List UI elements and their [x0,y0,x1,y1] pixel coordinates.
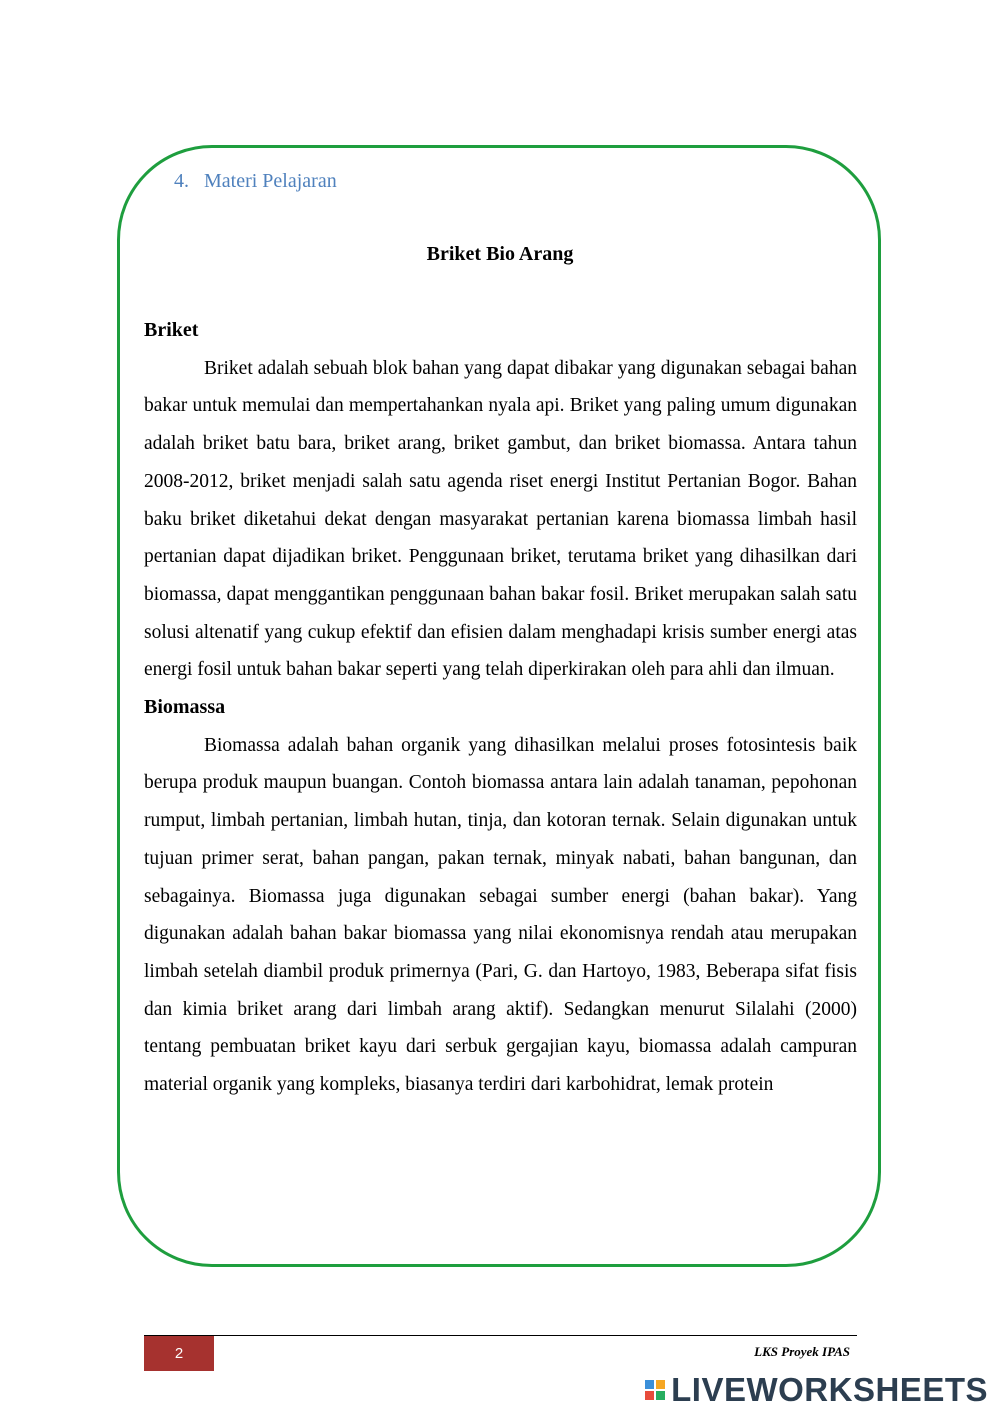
liveworksheets-logo-icon [645,1380,665,1400]
footer-label: LKS Proyek IPAS [754,1344,850,1359]
heading-biomassa: Biomassa [144,696,226,719]
logo-square [645,1380,654,1389]
brand-name: LIVEWORKSHEETS [671,1371,988,1408]
page-number: 2 [144,1336,214,1371]
paragraph-biomassa: Biomassa adalah bahan organik yang dihasilkan melalui proses fotosintesis baik berupa produk maupun buangan. Contoh biomassa antara lain adalah tanaman, pepohonan rumput, limbah pertanian, limbah hutan, tinja, dan kotoran ternak. Selain digunakan untuk tujuan primer serat, bahan pangan, pakan ternak, minyak nabati, bahan bangunan, dan sebagainya. Biomassa juga digunakan sebagai sumber energi (bahan bakar). Yang digunakan adalah bahan bakar biomassa yang nilai ekonomisnya rendah atau merupakan limbah setelah diambil produk primernya (Pari, G. dan Hartoyo, 1983, Beberapa sifat fisis dan kimia briket arang dari limbah arang aktif). Sedangkan menurut Silalahi (2000) tentang pembuatan briket kayu dari serbuk gergajian kayu, biomassa adalah campuran material organik yang kompleks, biasanya terdiri dari karbohidrat, lemak protein [144,734,857,1096]
brand-logo[interactable] [645,1371,988,1409]
section-number: 4. [174,170,189,192]
document-body [144,312,857,1104]
document-title: Briket Bio Arang [426,243,574,265]
paragraph-briket: Briket adalah sebuah blok bahan yang dapat dibakar yang digunakan sebagai bahan bakar untuk memulai dan mempertahankan nyala api. Briket yang paling umum digunakan adalah briket batu bara, briket arang, briket gambut, dan briket biomassa. Antara tahun 2008-2012, briket menjadi salah satu agenda riset energi Institut Pertanian Bogor. Bahan baku briket diketahui dekat dengan masyarakat pertanian karena biomassa limbah hasil pertanian dapat dijadikan briket. Penggunaan briket, terutama briket yang dihasilkan dari biomassa, dapat menggantikan penggunaan bahan bakar fosil. Briket merupakan salah satu solusi altenatif yang cukup efektif dan efisien dalam menghadapi krisis sumber energi atas energi fosil untuk bahan bakar seperti yang telah diperkirakan oleh para ahli dan ilmuan. [144,357,857,681]
heading-briket: Briket [144,319,199,341]
logo-square [656,1380,665,1389]
section-title: Materi Pelajaran [204,170,337,192]
logo-square [656,1391,665,1400]
footer-divider [144,1335,857,1336]
section-heading [174,170,337,193]
logo-square [645,1391,654,1400]
